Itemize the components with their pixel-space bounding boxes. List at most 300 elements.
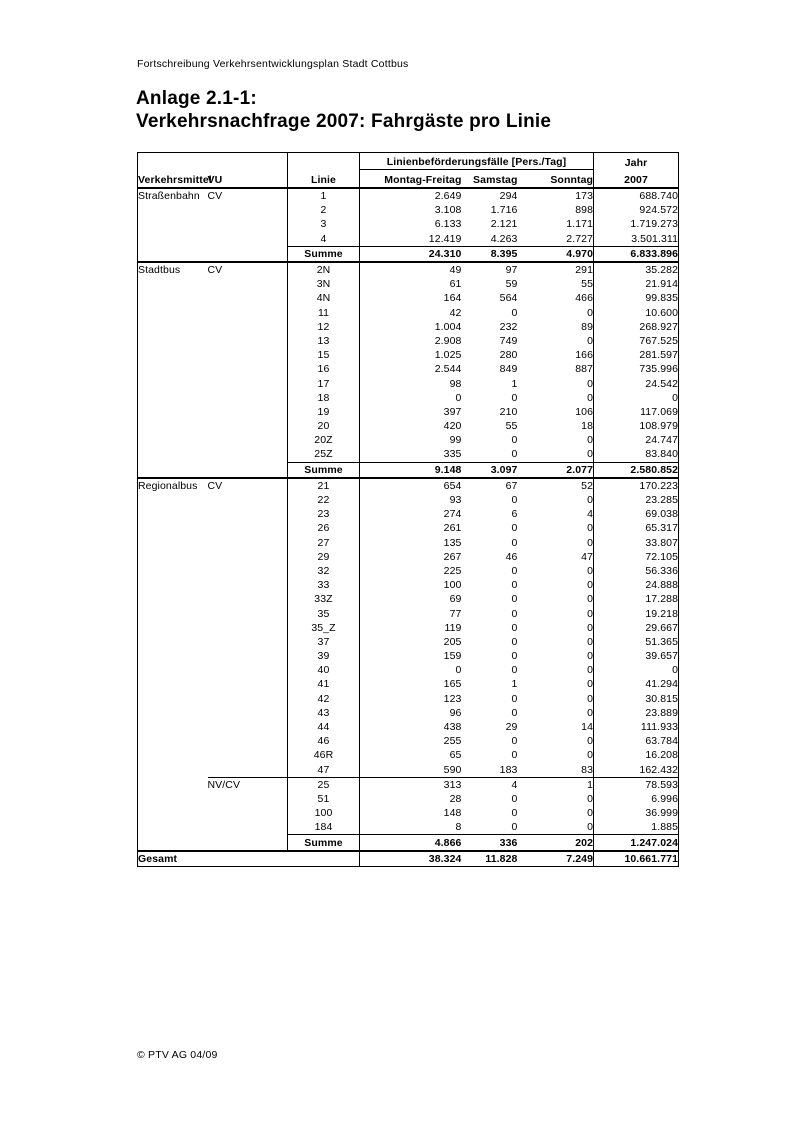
cell-linie: 32	[288, 564, 360, 578]
header-spacer-linie	[288, 153, 360, 170]
cell-samstag: 0	[511, 391, 518, 404]
cell-vu	[208, 348, 288, 362]
cell-montag-freitag: 255	[443, 735, 462, 748]
cell-samstag: 1	[511, 377, 518, 390]
cell-linie: 15	[288, 348, 360, 362]
cell-sonntag: 887	[575, 363, 594, 376]
cell-sonntag: 2.727	[566, 232, 594, 245]
cell-sonntag: 291	[575, 264, 594, 277]
col-header-verkehrsmittel: Verkehrsmittel	[138, 170, 208, 189]
cell-vu	[208, 663, 288, 677]
cell-linie: 4N	[288, 291, 360, 305]
cell-montag-freitag: 590	[443, 763, 462, 776]
cell-jahr: 16.208	[594, 748, 679, 762]
cell-montag-freitag: 261	[443, 522, 462, 535]
cell-samstag: 749	[499, 334, 518, 347]
cell-sonntag: 0	[587, 593, 594, 606]
cell-samstag: 0	[511, 564, 518, 577]
cell-verkehrsmittel: Stadtbus	[138, 264, 181, 277]
cell-montag-freitag: 77	[449, 607, 462, 620]
cell-verkehrsmittel	[138, 550, 208, 564]
cell-jahr: 33.807	[594, 536, 679, 550]
table-row	[138, 663, 679, 677]
summe-row	[138, 462, 679, 478]
cell-sonntag: 466	[575, 292, 594, 305]
cell-verkehrsmittel	[138, 521, 208, 535]
table-row	[138, 334, 679, 348]
cell-verkehrsmittel	[138, 217, 208, 231]
cell-vu	[208, 376, 288, 390]
cell-linie: 41	[288, 677, 360, 691]
cell-samstag: 8.395	[462, 246, 518, 262]
cell-montag-freitag: 420	[443, 420, 462, 433]
page-title-line1: Anlage 2.1-1:	[136, 88, 257, 109]
cell-verkehrsmittel	[138, 348, 208, 362]
cell-sonntag: 202	[518, 835, 594, 851]
cell-vu	[208, 391, 288, 405]
cell-sonntag: 0	[587, 579, 594, 592]
cell-samstag: 0	[511, 536, 518, 549]
cell-samstag: 6	[511, 508, 518, 521]
cell-jahr: 1.247.024	[594, 835, 679, 851]
cell-montag-freitag: 24.310	[360, 246, 462, 262]
cell-sonntag: 0	[587, 692, 594, 705]
cell-montag-freitag: 1.025	[434, 349, 462, 362]
cell-jahr: 30.815	[594, 692, 679, 706]
cell-samstag: 67	[505, 479, 518, 492]
cell-linie: 46R	[288, 748, 360, 762]
cell-verkehrsmittel	[138, 777, 208, 792]
cell-samstag: 2.121	[490, 218, 518, 231]
copyright-notice: © PTV AG 04/09	[137, 1049, 218, 1061]
cell-montag-freitag: 12.419	[428, 232, 462, 245]
cell-linie: 22	[288, 493, 360, 507]
cell-verkehrsmittel	[138, 391, 208, 405]
cell-montag-freitag: 6.133	[434, 218, 462, 231]
table-row	[138, 203, 679, 217]
table-row	[138, 692, 679, 706]
cell-sonntag: 0	[587, 434, 594, 447]
cell-samstag: 0	[511, 807, 518, 820]
cell-sonntag: 0	[587, 607, 594, 620]
cell-montag-freitag: 8	[455, 821, 462, 834]
cell-verkehrsmittel	[138, 246, 208, 262]
cell-vu	[208, 291, 288, 305]
table-row	[138, 391, 679, 405]
cell-vu: CV	[207, 190, 223, 203]
cell-jahr: 56.336	[594, 564, 679, 578]
cell-verkehrsmittel	[138, 277, 208, 291]
cell-linie: 13	[288, 334, 360, 348]
summe-label: Summe	[288, 462, 360, 478]
cell-verkehrsmittel	[138, 232, 208, 247]
cell-sonntag: 0	[587, 377, 594, 390]
cell-montag-freitag: 135	[443, 536, 462, 549]
cell-sonntag: 1.171	[566, 218, 594, 231]
document-header: Fortschreibung Verkehrsentwicklungsplan Stadt Cottbus	[137, 58, 409, 70]
cell-montag-freitag: 267	[443, 550, 462, 563]
col-header-linie: Linie	[288, 170, 360, 189]
cell-jahr: 117.069	[594, 405, 679, 419]
cell-montag-freitag: 2.649	[434, 190, 462, 203]
cell-montag-freitag: 225	[443, 564, 462, 577]
cell-samstag: 0	[511, 579, 518, 592]
cell-samstag: 0	[511, 635, 518, 648]
cell-sonntag: 7.249	[518, 851, 594, 867]
cell-verkehrsmittel	[138, 606, 208, 620]
summe-label: Summe	[288, 246, 360, 262]
cell-montag-freitag: 28	[449, 792, 462, 805]
cell-montag-freitag: 0	[455, 391, 462, 404]
col-header-vu: VU	[208, 170, 288, 189]
cell-sonntag: 0	[587, 635, 594, 648]
cell-vu	[208, 792, 288, 806]
cell-linie: 40	[288, 663, 360, 677]
cell-jahr: 2.580.852	[594, 462, 679, 478]
cell-jahr: 21.914	[594, 277, 679, 291]
cell-montag-freitag: 4.866	[360, 835, 462, 851]
cell-sonntag: 52	[581, 479, 594, 492]
cell-vu	[208, 277, 288, 291]
cell-jahr: 10.661.771	[594, 851, 679, 867]
cell-jahr: 281.597	[594, 348, 679, 362]
cell-verkehrsmittel	[138, 835, 208, 851]
cell-samstag: 0	[511, 749, 518, 762]
table-row	[138, 578, 679, 592]
cell-verkehrsmittel	[138, 720, 208, 734]
cell-sonntag: 0	[587, 821, 594, 834]
cell-montag-freitag: 1.004	[434, 320, 462, 333]
cell-linie: 42	[288, 692, 360, 706]
cell-samstag: 0	[511, 706, 518, 719]
cell-montag-freitag: 397	[443, 405, 462, 418]
cell-verkehrsmittel	[138, 376, 208, 390]
table-row	[138, 306, 679, 320]
cell-sonntag: 0	[587, 650, 594, 663]
gesamt-label: Gesamt	[138, 851, 360, 867]
cell-linie: 26	[288, 521, 360, 535]
cell-linie: 12	[288, 320, 360, 334]
cell-sonntag: 0	[587, 334, 594, 347]
cell-samstag: 0	[511, 821, 518, 834]
cell-montag-freitag: 205	[443, 635, 462, 648]
cell-samstag: 232	[499, 320, 518, 333]
cell-sonntag: 47	[581, 550, 594, 563]
table-row	[138, 232, 679, 247]
col-header-sonntag: Sonntag	[518, 170, 594, 189]
cell-verkehrsmittel	[138, 621, 208, 635]
cell-jahr: 170.223	[594, 478, 679, 493]
cell-verkehrsmittel	[138, 763, 208, 778]
cell-jahr: 63.784	[594, 734, 679, 748]
cell-verkehrsmittel	[138, 663, 208, 677]
table-row	[138, 677, 679, 691]
cell-montag-freitag: 99	[449, 434, 462, 447]
cell-verkehrsmittel	[138, 692, 208, 706]
cell-samstag: 0	[511, 735, 518, 748]
cell-sonntag: 0	[587, 621, 594, 634]
cell-vu	[208, 635, 288, 649]
cell-linie: 33Z	[288, 592, 360, 606]
cell-verkehrsmittel	[138, 493, 208, 507]
cell-vu	[208, 835, 288, 851]
cell-sonntag: 0	[587, 749, 594, 762]
cell-verkehrsmittel	[138, 462, 208, 478]
cell-verkehrsmittel	[138, 306, 208, 320]
table-row	[138, 635, 679, 649]
cell-vu	[208, 507, 288, 521]
table-row	[138, 763, 679, 778]
table-row	[138, 521, 679, 535]
cell-linie: 25Z	[288, 447, 360, 462]
table-row	[138, 820, 679, 835]
cell-jahr: 0	[594, 391, 679, 405]
cell-samstag: 55	[505, 420, 518, 433]
cell-linie: 33	[288, 578, 360, 592]
cell-verkehrsmittel	[138, 291, 208, 305]
cell-linie: 39	[288, 649, 360, 663]
table-row	[138, 419, 679, 433]
cell-montag-freitag: 9.148	[360, 462, 462, 478]
cell-samstag: 0	[511, 306, 518, 319]
cell-vu	[208, 203, 288, 217]
cell-jahr: 78.593	[594, 777, 679, 792]
cell-jahr: 6.996	[594, 792, 679, 806]
cell-vu	[208, 405, 288, 419]
cell-linie: 23	[288, 507, 360, 521]
table-row	[138, 376, 679, 390]
cell-jahr: 23.285	[594, 493, 679, 507]
col-header-samstag: Samstag	[462, 170, 518, 189]
cell-samstag: 1.716	[490, 204, 518, 217]
summe-label: Summe	[288, 835, 360, 851]
cell-verkehrsmittel: Regionalbus	[138, 479, 198, 492]
cell-vu	[208, 217, 288, 231]
cell-vu: NV/CV	[208, 777, 288, 792]
table-row	[138, 564, 679, 578]
table-row	[138, 806, 679, 820]
cell-vu	[208, 306, 288, 320]
cell-samstag: 97	[505, 264, 518, 277]
cell-sonntag: 173	[575, 190, 594, 203]
table-row	[138, 348, 679, 362]
cell-sonntag: 0	[587, 678, 594, 691]
cell-vu	[208, 649, 288, 663]
cell-jahr: 35.282	[594, 262, 679, 277]
cell-verkehrsmittel	[138, 649, 208, 663]
cell-jahr: 1.719.273	[594, 217, 679, 231]
cell-linie: 35_Z	[288, 621, 360, 635]
cell-vu	[208, 734, 288, 748]
cell-linie: 184	[288, 820, 360, 835]
gesamt-row	[138, 851, 679, 867]
cell-vu	[208, 621, 288, 635]
cell-montag-freitag: 438	[443, 721, 462, 734]
cell-sonntag: 166	[575, 349, 594, 362]
cell-linie: 3	[288, 217, 360, 231]
cell-jahr: 65.317	[594, 521, 679, 535]
cell-sonntag: 0	[587, 706, 594, 719]
cell-samstag: 0	[511, 494, 518, 507]
cell-samstag: 336	[462, 835, 518, 851]
cell-vu	[208, 748, 288, 762]
cell-verkehrsmittel	[138, 320, 208, 334]
cell-jahr: 24.542	[594, 376, 679, 390]
cell-linie: 19	[288, 405, 360, 419]
cell-samstag: 46	[505, 550, 518, 563]
cell-verkehrsmittel	[138, 706, 208, 720]
table-row	[138, 277, 679, 291]
cell-jahr: 23.889	[594, 706, 679, 720]
cell-linie: 27	[288, 536, 360, 550]
cell-montag-freitag: 2.908	[434, 334, 462, 347]
cell-samstag: 0	[511, 650, 518, 663]
table-row	[138, 478, 679, 493]
table-header-row-columns	[138, 170, 679, 189]
table-row	[138, 734, 679, 748]
cell-sonntag: 4	[587, 508, 594, 521]
cell-verkehrsmittel	[138, 362, 208, 376]
table-row	[138, 621, 679, 635]
cell-verkehrsmittel	[138, 507, 208, 521]
cell-vu	[208, 606, 288, 620]
cell-linie: 29	[288, 550, 360, 564]
cell-linie: 21	[288, 478, 360, 493]
cell-sonntag: 898	[575, 204, 594, 217]
cell-vu	[208, 320, 288, 334]
cell-samstag: 0	[511, 792, 518, 805]
cell-jahr: 24.747	[594, 433, 679, 447]
cell-montag-freitag: 0	[455, 664, 462, 677]
cell-montag-freitag: 69	[449, 593, 462, 606]
cell-montag-freitag: 100	[443, 579, 462, 592]
cell-samstag: 280	[499, 349, 518, 362]
cell-linie: 20Z	[288, 433, 360, 447]
cell-samstag: 210	[499, 405, 518, 418]
cell-jahr: 99.835	[594, 291, 679, 305]
cell-jahr: 268.927	[594, 320, 679, 334]
cell-vu	[208, 362, 288, 376]
cell-jahr: 162.432	[594, 763, 679, 778]
table-row	[138, 447, 679, 462]
cell-sonntag: 18	[581, 420, 594, 433]
cell-jahr: 51.365	[594, 635, 679, 649]
cell-verkehrsmittel	[138, 433, 208, 447]
cell-jahr: 41.294	[594, 677, 679, 691]
table-row	[138, 493, 679, 507]
cell-vu	[208, 592, 288, 606]
cell-samstag: 0	[511, 621, 518, 634]
cell-jahr: 924.572	[594, 203, 679, 217]
cell-verkehrsmittel	[138, 734, 208, 748]
table-row	[138, 720, 679, 734]
table-row	[138, 507, 679, 521]
cell-vu	[208, 433, 288, 447]
page-title-line2: Verkehrsnachfrage 2007: Fahrgäste pro Linie	[136, 111, 552, 132]
table-row	[138, 433, 679, 447]
cell-sonntag: 0	[587, 448, 594, 461]
cell-samstag: 0	[511, 593, 518, 606]
cell-sonntag: 4.970	[518, 246, 594, 262]
cell-vu	[208, 706, 288, 720]
cell-jahr: 83.840	[594, 447, 679, 462]
cell-montag-freitag: 119	[444, 621, 462, 634]
cell-montag-freitag: 165	[443, 678, 462, 691]
cell-vu	[208, 232, 288, 247]
cell-samstag: 0	[511, 607, 518, 620]
cell-vu	[208, 493, 288, 507]
cell-jahr: 17.288	[594, 592, 679, 606]
cell-verkehrsmittel: Straßenbahn	[138, 190, 200, 203]
page-title	[136, 87, 551, 133]
cell-linie: 2N	[288, 262, 360, 277]
cell-vu	[208, 447, 288, 462]
cell-montag-freitag: 38.324	[360, 851, 462, 867]
cell-verkehrsmittel	[138, 578, 208, 592]
cell-sonntag: 0	[587, 391, 594, 404]
cell-montag-freitag: 96	[449, 706, 462, 719]
cell-sonntag: 0	[587, 735, 594, 748]
cell-vu	[208, 550, 288, 564]
cell-sonntag: 0	[587, 306, 594, 319]
cell-montag-freitag: 313	[360, 777, 462, 792]
cell-sonntag: 2.077	[518, 462, 594, 478]
cell-jahr: 69.038	[594, 507, 679, 521]
cell-jahr: 3.501.311	[594, 232, 679, 247]
cell-vu	[208, 677, 288, 691]
table-row	[138, 362, 679, 376]
table-row	[138, 649, 679, 663]
cell-montag-freitag: 654	[443, 479, 462, 492]
table-row	[138, 405, 679, 419]
cell-montag-freitag: 3.108	[434, 204, 462, 217]
cell-sonntag: 0	[587, 522, 594, 535]
cell-verkehrsmittel	[138, 203, 208, 217]
table-row	[138, 592, 679, 606]
cell-sonntag: 83	[581, 763, 594, 776]
cell-sonntag: 0	[587, 664, 594, 677]
cell-linie: 47	[288, 763, 360, 778]
cell-vu	[208, 419, 288, 433]
cell-vu	[208, 246, 288, 262]
cell-samstag: 0	[511, 434, 518, 447]
cell-vu: CV	[207, 479, 223, 492]
cell-verkehrsmittel	[138, 592, 208, 606]
cell-jahr: 1.885	[594, 820, 679, 835]
cell-montag-freitag: 61	[449, 278, 462, 291]
cell-montag-freitag: 98	[449, 377, 462, 390]
cell-linie: 20	[288, 419, 360, 433]
cell-verkehrsmittel	[138, 635, 208, 649]
year-header: Jahr	[594, 153, 679, 170]
cell-linie: 25	[288, 777, 360, 792]
cell-sonntag: 0	[587, 792, 594, 805]
cell-linie: 3N	[288, 277, 360, 291]
table-row	[138, 536, 679, 550]
cell-montag-freitag: 274	[443, 508, 462, 521]
cell-sonntag: 1	[518, 777, 594, 792]
cell-sonntag: 106	[575, 405, 594, 418]
cell-sonntag: 0	[587, 807, 594, 820]
cell-sonntag: 89	[581, 320, 594, 333]
cell-samstag: 1	[511, 678, 518, 691]
cell-jahr: 108.979	[594, 419, 679, 433]
cell-jahr: 24.888	[594, 578, 679, 592]
cell-jahr: 735.996	[594, 362, 679, 376]
cell-linie: 46	[288, 734, 360, 748]
cell-vu	[208, 334, 288, 348]
cell-verkehrsmittel	[138, 447, 208, 462]
